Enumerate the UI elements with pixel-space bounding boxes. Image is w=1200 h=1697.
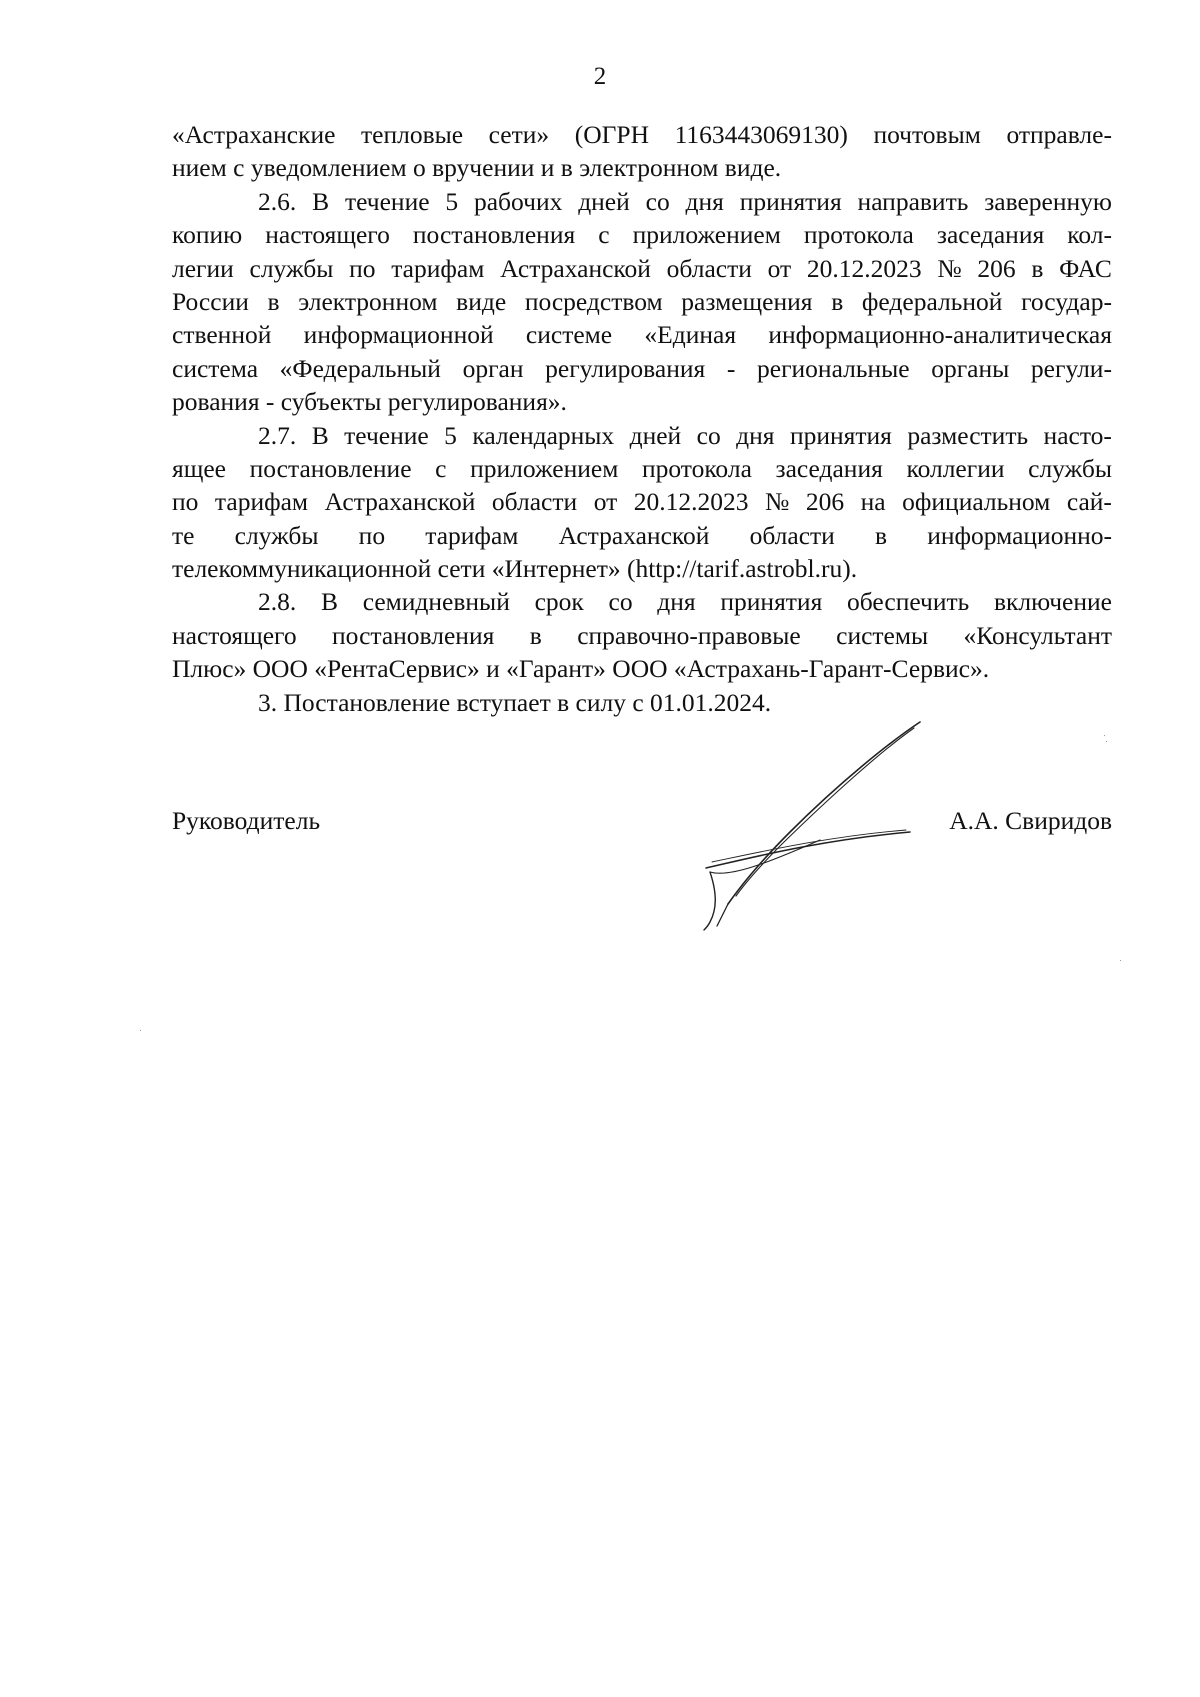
text-line: Плюс» ООО «РентаСервис» и «Гарант» ООО «Астрахань-Гарант-Сервис». — [172, 654, 990, 684]
word: приложением — [470, 453, 619, 483]
word: в — [831, 286, 844, 316]
text-line — [172, 619, 1112, 652]
word: отправле- — [1006, 120, 1112, 149]
word: дня — [685, 186, 724, 216]
word: посредством — [524, 286, 663, 316]
document-body — [172, 118, 1112, 719]
word: России — [172, 286, 249, 316]
word: настоящего — [172, 620, 297, 650]
word: 2.6. — [258, 186, 297, 216]
word: с — [435, 453, 447, 483]
word: со — [645, 186, 670, 216]
word: 2.7. — [258, 420, 297, 450]
word: протокола — [641, 453, 752, 483]
word: 20.12.2023 — [806, 253, 922, 283]
word: дней — [578, 186, 630, 216]
word: сети» — [488, 120, 550, 149]
text-line: нием с уведомлением о вручении и в электронном виде. — [172, 153, 782, 183]
word: 206 — [977, 253, 1016, 283]
word: 5 — [444, 420, 457, 450]
text-line: рования - субъекты регулирования». — [172, 387, 567, 417]
word: рабочих — [473, 186, 563, 216]
word: «Федеральный — [279, 353, 441, 383]
word: в — [529, 620, 542, 650]
text-line-item-2-7 — [172, 419, 1112, 452]
text-line — [172, 519, 1112, 552]
word: «Единая — [644, 320, 737, 350]
word: регули- — [1030, 353, 1112, 383]
word: 20.12.2023 — [633, 487, 749, 517]
word: В — [311, 420, 329, 450]
word: принятия — [789, 420, 892, 450]
word: семидневный — [362, 587, 510, 617]
word: В — [312, 186, 330, 216]
word: области — [491, 487, 578, 517]
word: государ- — [1021, 286, 1112, 316]
word: система — [172, 353, 259, 383]
word: копию — [172, 220, 243, 250]
word: принятия — [739, 186, 842, 216]
text-line: телекоммуникационной сети «Интернет» (http://tarif.astrobl.ru). — [172, 554, 858, 584]
word: легии — [172, 253, 234, 283]
text-line-item-3: 3. Постановление вступает в силу с 01.01.2024. — [258, 687, 772, 717]
word: региональные — [757, 353, 910, 383]
word: дня — [657, 587, 696, 617]
word: федеральной — [861, 286, 1003, 316]
word: дня — [736, 420, 775, 450]
word: размещения — [681, 286, 813, 316]
word: почтовым — [873, 120, 981, 149]
word: по — [349, 253, 376, 283]
word: течение — [344, 186, 430, 216]
word: постановление — [249, 453, 412, 483]
word: Астраханской — [324, 487, 476, 517]
word: те — [172, 520, 195, 550]
text-line — [172, 252, 1112, 285]
word: - — [726, 353, 736, 383]
word: срок — [534, 587, 584, 617]
word: 1163443069130) — [674, 120, 848, 149]
scan-speck — [1104, 735, 1105, 736]
word: коллегии — [906, 453, 1005, 483]
word: от — [593, 487, 618, 517]
word: постановления — [332, 620, 495, 650]
signature-block — [172, 806, 1112, 846]
word: службы — [249, 253, 334, 283]
word: № — [765, 487, 790, 517]
word: (ОГРН — [574, 120, 649, 149]
word: информационно- — [927, 520, 1112, 550]
word: 206 — [805, 487, 845, 517]
text-line-item-2-6 — [172, 185, 1112, 218]
word: «Консультант — [963, 620, 1112, 650]
word: области — [666, 253, 752, 283]
word: регулирования — [545, 353, 706, 383]
word: заседания — [936, 220, 1045, 250]
word: тепловые — [361, 120, 464, 149]
word: разместить — [907, 420, 1029, 450]
text-line — [172, 218, 1112, 251]
word: постановления — [412, 220, 576, 250]
word: Астраханской — [558, 520, 710, 550]
word: тарифам — [425, 520, 519, 550]
word: ящее — [172, 453, 227, 483]
text-line — [172, 285, 1112, 318]
text-line — [172, 318, 1112, 351]
word: со — [608, 587, 633, 617]
position-title: Руководитель — [172, 806, 321, 835]
word: включение — [994, 587, 1112, 617]
word: В — [320, 587, 338, 617]
word: принятия — [720, 587, 823, 617]
word: по — [358, 520, 386, 550]
word: заседания — [775, 453, 883, 483]
word: тарифам — [214, 487, 309, 517]
word: с — [598, 220, 610, 250]
word: системы — [836, 620, 929, 650]
word: в — [267, 286, 280, 316]
word: в — [1031, 253, 1044, 283]
word: службы — [234, 520, 319, 550]
word: протокола — [803, 220, 914, 250]
word: на — [860, 487, 886, 517]
word: кол- — [1067, 220, 1112, 250]
word: ФАС — [1059, 253, 1112, 283]
word: тарифам — [391, 253, 485, 283]
scan-speck — [140, 1030, 141, 1031]
page-number: 2 — [593, 63, 607, 90]
word: «Астраханские — [172, 120, 336, 149]
text-line — [172, 352, 1112, 385]
word: заверенную — [984, 186, 1112, 216]
word: в — [874, 520, 888, 550]
scan-speck — [1120, 960, 1121, 961]
signer-name: А.А. Свиридов — [949, 806, 1112, 835]
word: направить — [857, 186, 969, 216]
word: органы — [931, 353, 1010, 383]
word: 2.8. — [258, 587, 297, 617]
word: виде — [456, 286, 507, 316]
word: сай- — [1066, 487, 1112, 517]
word: от — [767, 253, 792, 283]
word: приложением — [632, 220, 781, 250]
text-line-item-2-8 — [172, 585, 1112, 618]
word: 5 — [445, 186, 459, 216]
word: по — [172, 487, 199, 517]
scan-speck — [1106, 741, 1107, 742]
text-line — [172, 485, 1112, 518]
word: дней — [629, 420, 682, 450]
word: официальном — [902, 487, 1051, 517]
text-line — [172, 452, 1112, 485]
word: со — [696, 420, 721, 450]
word: службы — [1028, 453, 1112, 483]
word: насто- — [1043, 420, 1112, 450]
word: № — [937, 253, 962, 283]
word: справочно-правовые — [577, 620, 801, 650]
word: информационной — [303, 320, 494, 350]
word: области — [749, 520, 835, 550]
word: ственной — [172, 320, 272, 350]
handwritten-signature-icon — [670, 712, 930, 932]
text-line — [172, 118, 1112, 151]
word: орган — [462, 353, 524, 383]
word: системе — [525, 320, 613, 350]
word: обеспечить — [847, 587, 970, 617]
word: настоящего — [265, 220, 390, 250]
word: информационно-аналитическая — [768, 320, 1112, 350]
word: календарных — [472, 420, 615, 450]
word: Астраханской — [500, 253, 651, 283]
word: течение — [344, 420, 429, 450]
word: электронном — [298, 286, 438, 316]
